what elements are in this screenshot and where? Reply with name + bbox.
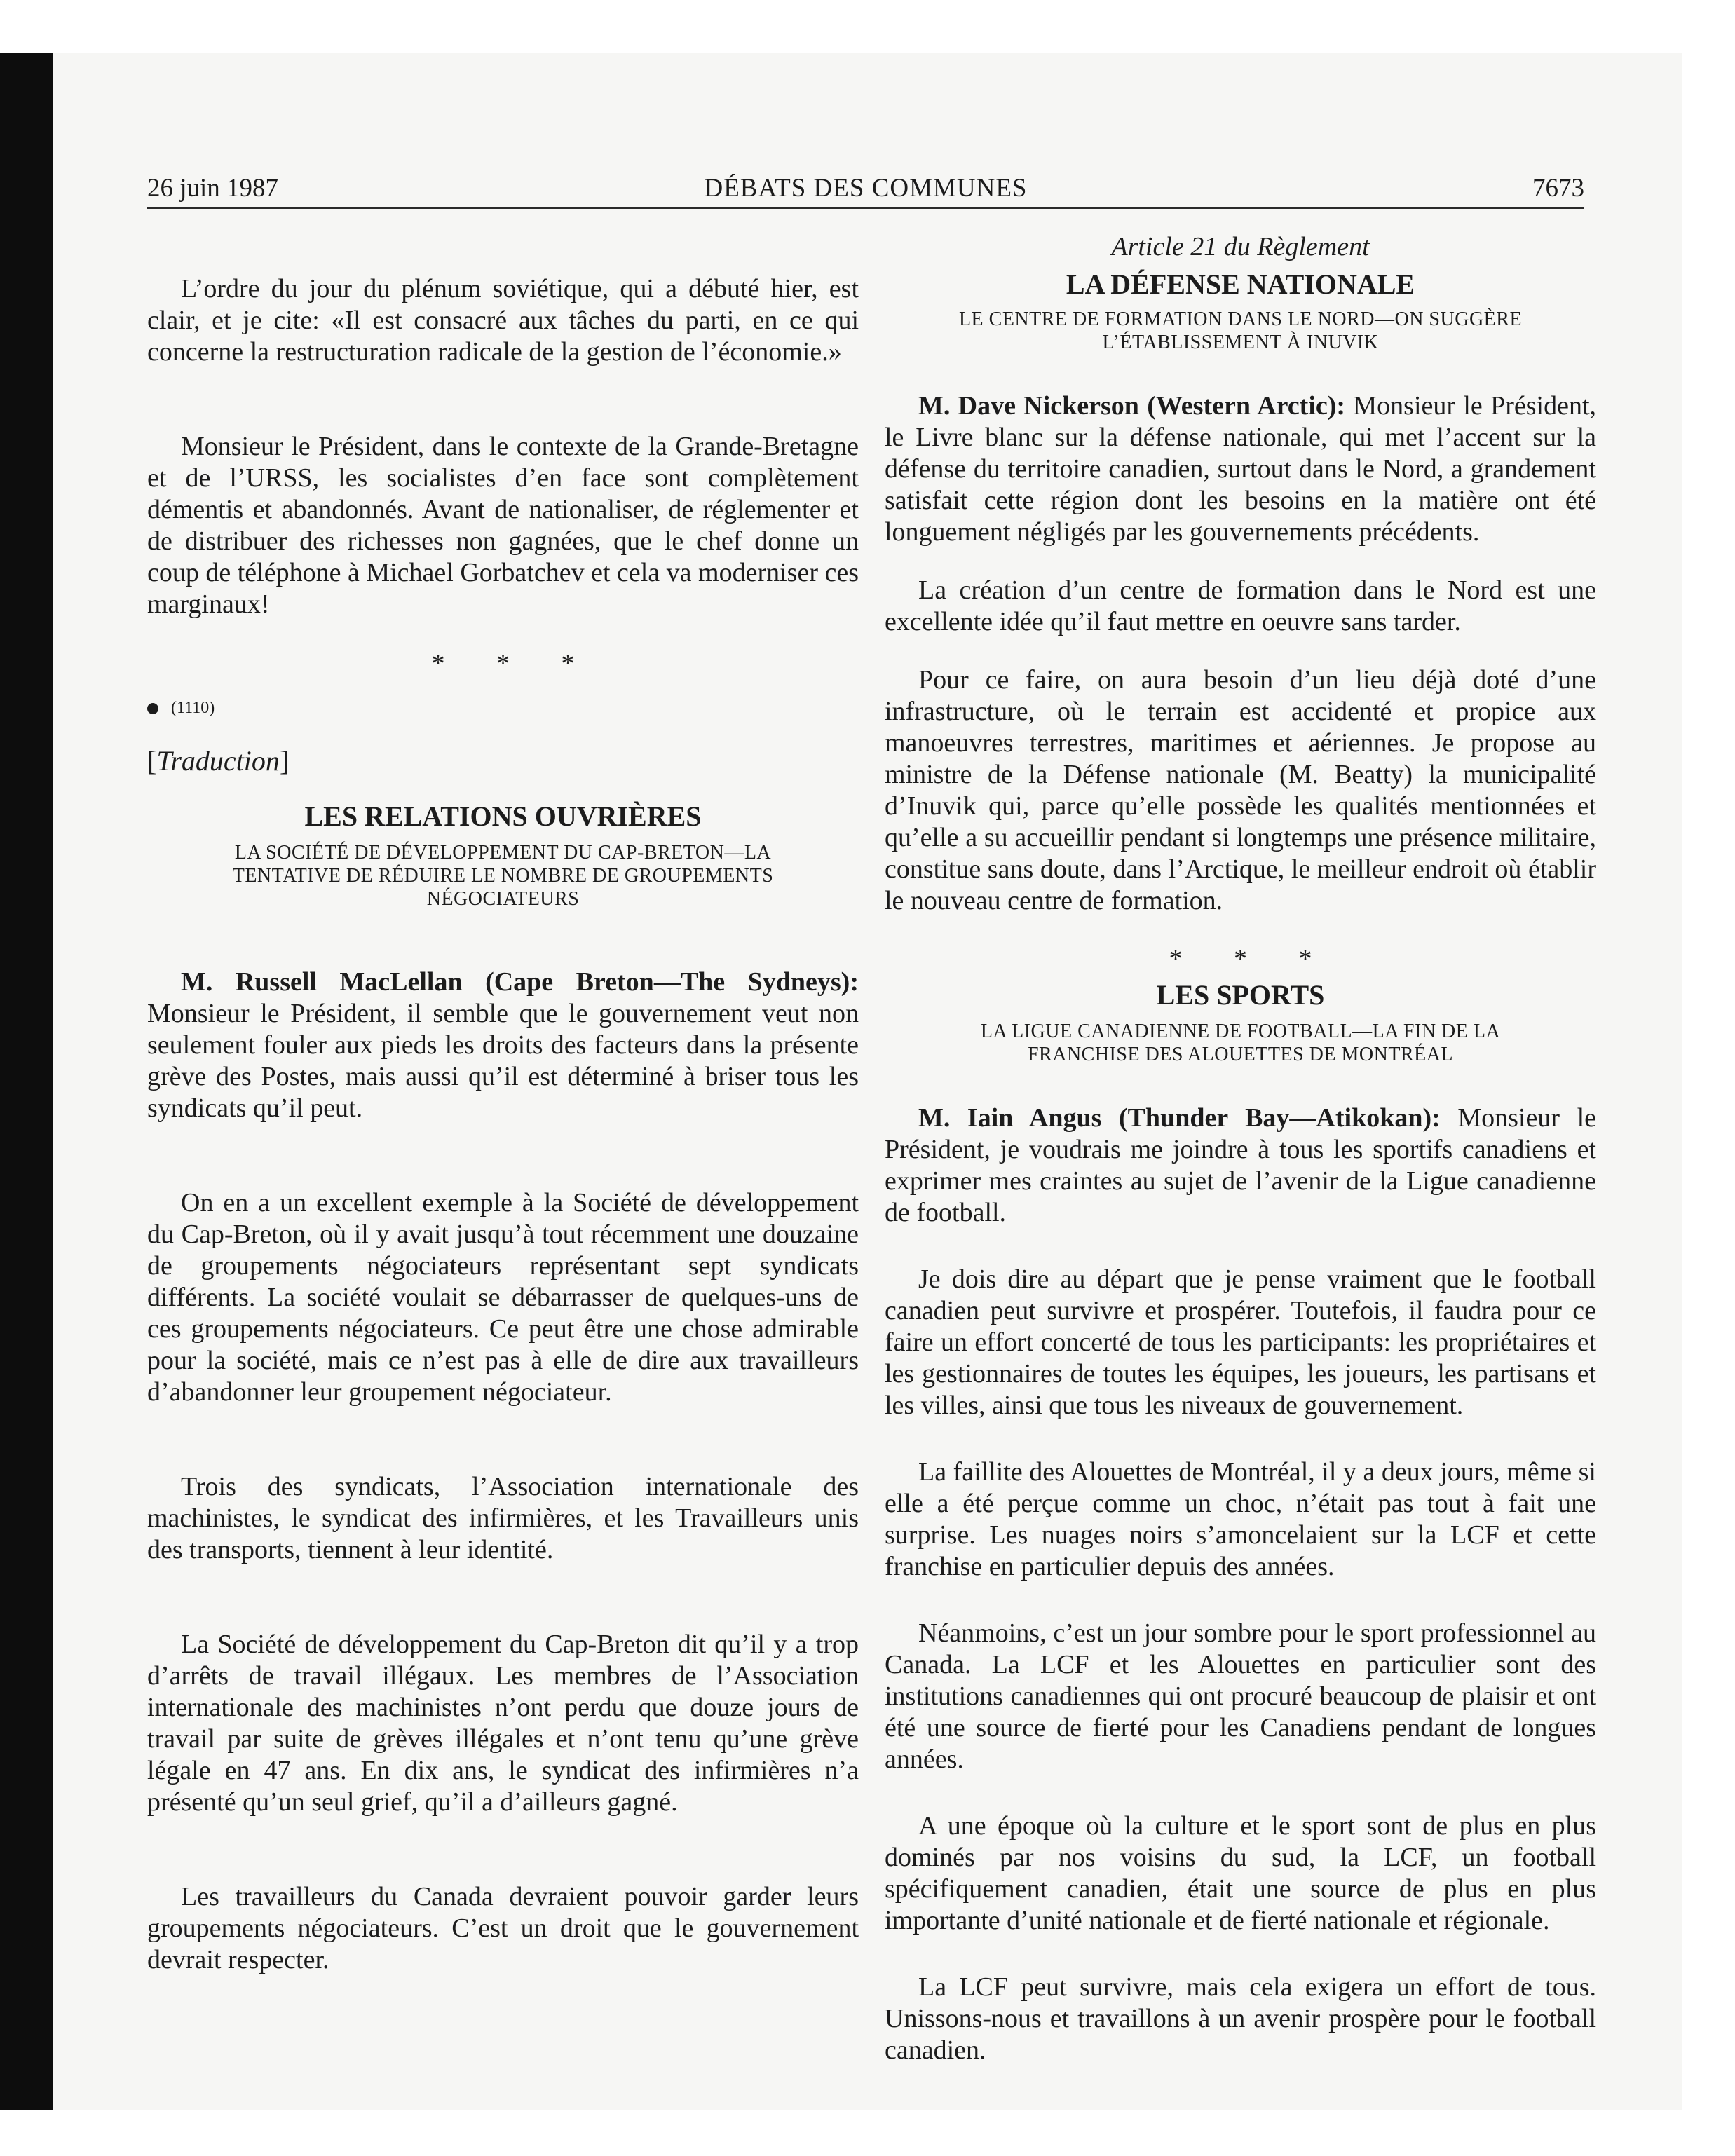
- paragraph: La LCF peut survivre, mais cela exigera un effort de tous. Unissons-nous et travaillons à un avenir prospère pour le football canadien.: [885, 1972, 1596, 2065]
- paragraph: Je dois dire au départ que je pense vraiment que le football canadien peut survivre et prospérer. Toutefois, il faudra pour ce faire un effort concerté de tous les participants: les propriétaires et les gestionnaires de toutes les équipes, les joueurs, les partisans et les villes, ainsi que tous les niveaux de gouvernement.: [885, 1264, 1596, 1420]
- running-head: [147, 174, 1584, 209]
- time-marker-text: (1110): [171, 699, 215, 717]
- speech-paragraph: [885, 1103, 1596, 1229]
- section-separator-stars: * * *: [431, 649, 597, 678]
- header-page-number: 7673: [1532, 174, 1584, 203]
- speech-text: Monsieur le Président, je voudrais me joindre à tous les sportifs canadiens et exprimer mes craintes au sujet de l’avenir de la Ligue canadienne de football.: [885, 1103, 1596, 1227]
- subheading-line: FRANCHISE DES ALOUETTES DE MONTRÉAL: [1027, 1044, 1454, 1065]
- paragraph: Pour ce faire, on aura besoin d’un lieu déjà doté d’une infrastructure, où le terrain est accidenté et propice aux manoeuvres terrestres, maritimes et aériennes. Je propose au ministre de la Défense nationale (M. Beatty) la municipalité d’Inuvik qui, parce qu’elle possède les qualités mentionnées et qu’elle a su accueillir pendant si longtemps une présence militaire, constitue sans doute, dans l’Arctique, le meilleur endroit où établir le nouveau centre de formation.: [885, 665, 1596, 915]
- section-heading: LES SPORTS: [1156, 979, 1325, 1011]
- paragraph: A une époque où la culture et le sport sont de plus en plus dominés par nos voisins du sud, la LCF, un football spécifiquement canadien, était une source de plus en plus importante d’unité nationale et de fierté nationale et régionale.: [885, 1811, 1596, 1935]
- scan-edge-shadow: [0, 53, 53, 2110]
- section-subheading: [885, 1020, 1596, 1066]
- section-separator-stars: * * *: [1169, 944, 1335, 974]
- section-heading: LA DÉFENSE NATIONALE: [1066, 268, 1415, 300]
- section-heading: LES RELATIONS OUVRIÈRES: [304, 800, 702, 832]
- subheading-line: TENTATIVE DE RÉDUIRE LE NOMBRE DE GROUPEMENTS: [232, 865, 774, 887]
- paragraph: La faillite des Alouettes de Montréal, il y a deux jours, même si elle a été perçue comme un choc, n’était pas tout à fait une surprise. Les nuages noirs s’amoncelaient sur la LCF et cette franchise en particulier depuis des années.: [885, 1457, 1596, 1581]
- paragraph: La création d’un centre de formation dans le Nord est une excellente idée qu’il faut mettre en oeuvre sans tarder.: [885, 575, 1596, 636]
- left-column: [147, 231, 859, 1976]
- speech-text: Monsieur le Président, il semble que le gouvernement veut non seulement fouler aux pieds les droits des facteurs dans la présente grève des Postes, mais aussi qu’il est déterminé à briser tous les syndicats qu’il peut.: [147, 999, 859, 1123]
- speaker-name: M. Dave Nickerson (Western Arctic):: [918, 391, 1346, 421]
- paragraph: Néanmoins, c’est un jour sombre pour le sport professionnel au Canada. La LCF et les Alouettes en particulier sont des institutions canadiennes qui ont procuré beaucoup de plaisir et ont été une source de fierté pour les Canadiens pendant de longues années.: [885, 1618, 1596, 1774]
- right-column: [885, 231, 1596, 2066]
- header-title: DÉBATS DES COMMUNES: [704, 174, 1028, 203]
- paragraph: La Société de développement du Cap-Breton dit qu’il y a trop d’arrêts de travail illégaux. Les membres de l’Association internationale des machinistes n’ont perdu que douze jours de travail par suite de grèves illégales et n’ont tenu qu’une grève légale en 47 ans. En dix ans, le syndicat des infirmières n’a présenté qu’un seul grief, qu’il a d’ailleurs gagné.: [147, 1630, 859, 1817]
- subheading-line: L’ÉTABLISSEMENT À INUVIK: [1102, 332, 1379, 353]
- paragraph: Monsieur le Président, dans le contexte de la Grande-Bretagne et de l’URSS, les socialistes d’en face sont complètement démentis et abandonnés. Avant de nationaliser, de réglementer et de distribuer des richesses non gagnées, que le chef donne un coup de téléphone à Michael Gorbatchev et cela va moderniser ces marginaux!: [147, 432, 859, 619]
- speech-paragraph: [147, 967, 859, 1124]
- speech-text: Monsieur le Président, le Livre blanc sur la défense nationale, qui met l’accent sur la défense du territoire canadien, surtout dans le Nord, a grandement satisfait cette région dont les besoins en la matière ont été longuement négligés par les gouvernements précédents.: [885, 391, 1597, 547]
- header-date: 26 juin 1987: [147, 174, 279, 203]
- paragraph: L’ordre du jour du plénum soviétique, qui a débuté hier, est clair, et je cite: «Il est consacré aux tâches du parti, en ce qui concerne la restructuration radicale de la gestion de l’économie.»: [147, 274, 859, 367]
- time-marker: [147, 699, 859, 718]
- subheading-line: LA LIGUE CANADIENNE DE FOOTBALL—LA FIN DE LA: [980, 1021, 1501, 1042]
- section-subheading: [147, 841, 859, 910]
- speaker-name: M. Russell MacLellan (Cape Breton—The Sydneys):: [181, 967, 859, 997]
- subheading-line: NÉGOCIATEURS: [426, 888, 580, 910]
- subheading-line: LA SOCIÉTÉ DE DÉVELOPPEMENT DU CAP-BRETON—LA: [234, 842, 772, 864]
- paragraph: Trois des syndicats, l’Association internationale des machinistes, le syndicat des infirmières, et les Travailleurs unis des transports, tiennent à leur identité.: [147, 1472, 859, 1564]
- translation-label: Traduction: [156, 745, 280, 777]
- paragraph: On en a un excellent exemple à la Société de développement du Cap-Breton, où il y avait jusqu’à tout récemment une douzaine de groupements négociateurs représentant sept syndicats différents. La société voulait se débarrasser de quelques-uns de ces groupements négociateurs. Ce peut être une chose admirable pour la société, mais ce n’est pas à elle de dire aux travailleurs d’abandonner leur groupement négociateur.: [147, 1188, 859, 1407]
- subheading-line: LE CENTRE DE FORMATION DANS LE NORD—ON SUGGÈRE: [958, 308, 1523, 330]
- rubric: Article 21 du Règlement: [1111, 232, 1370, 261]
- speaker-name: M. Iain Angus (Thunder Bay—Atikokan):: [918, 1103, 1441, 1133]
- bullet-icon: [147, 703, 158, 714]
- speech-paragraph: [885, 390, 1596, 548]
- section-subheading: [885, 308, 1596, 354]
- translation-note: [Traduction]: [147, 745, 290, 777]
- paragraph: Les travailleurs du Canada devraient pouvoir garder leurs groupements négociateurs. C’est un droit que le gouvernement devrait respecter.: [147, 1882, 859, 1974]
